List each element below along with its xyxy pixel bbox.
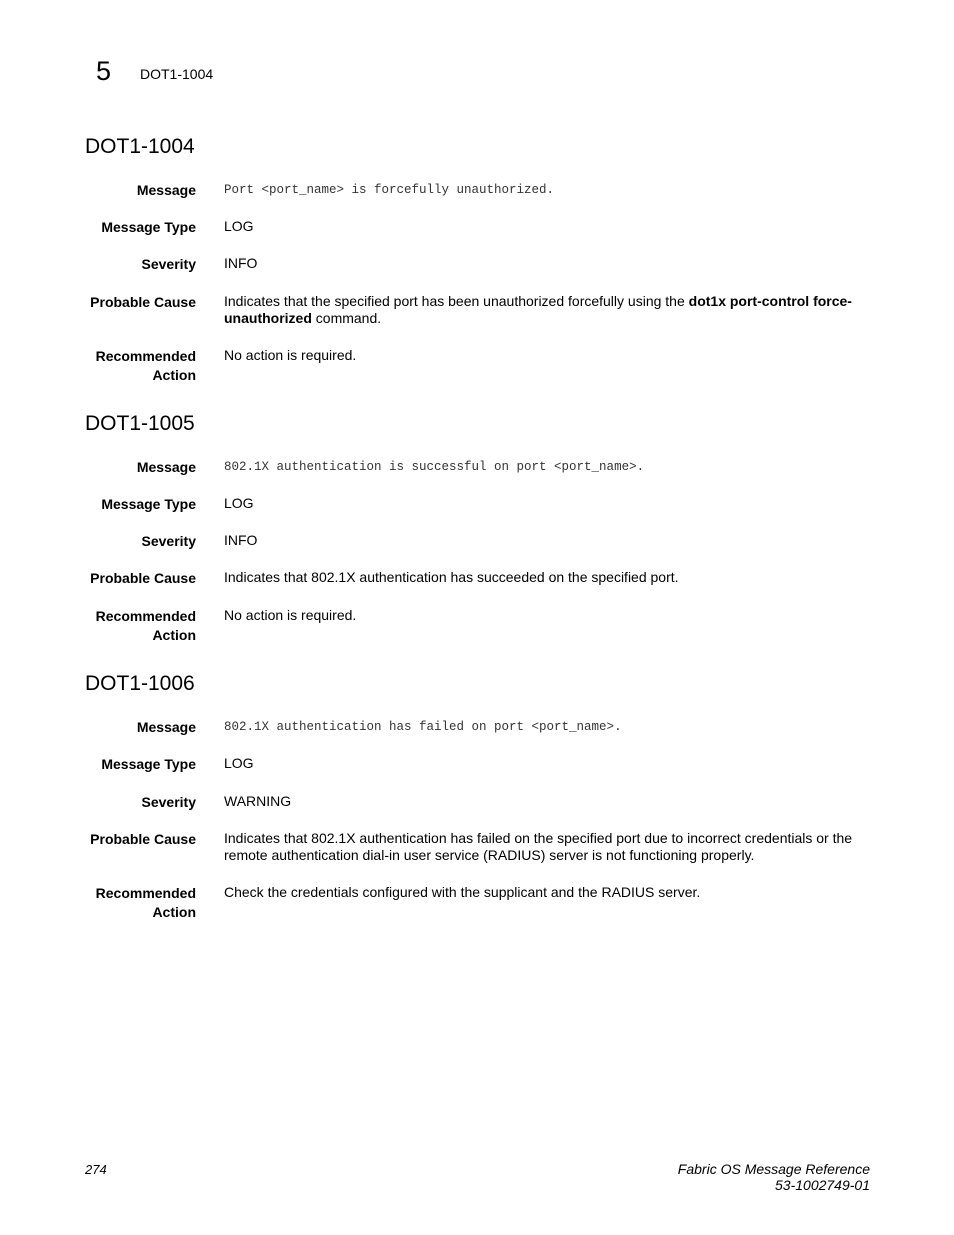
recommended-label-line2: Action xyxy=(152,904,196,920)
section-title: DOT1-1006 xyxy=(85,672,195,695)
probable-cause-text: Indicates that the specified port has been unauthorized forcefully using the xyxy=(224,293,689,309)
recommended-action-label xyxy=(85,347,196,385)
running-title: DOT1-1004 xyxy=(140,66,214,82)
section-title: DOT1-1004 xyxy=(85,135,195,158)
recommended-label-line2: Action xyxy=(152,367,196,383)
message-type-label: Message Type xyxy=(101,219,196,235)
message-label: Message xyxy=(136,182,196,198)
severity-label: Severity xyxy=(141,256,196,272)
section-dot1-1004 xyxy=(85,135,870,383)
chapter-number: 5 xyxy=(96,56,112,86)
message-value: 802.1X authentication has failed on port <port_name>. xyxy=(224,720,622,734)
section-dot1-1005 xyxy=(85,412,870,643)
severity-value: INFO xyxy=(224,255,258,271)
message-type-value: LOG xyxy=(224,495,254,511)
severity-value: INFO xyxy=(224,532,258,548)
probable-cause-label: Probable Cause xyxy=(90,294,196,310)
probable-cause-value: Indicates that 802.1X authentication has failed on the specified port due to incorrect credentials or the remote authentication dial-in user service (RADIUS) server is not functioning properly. xyxy=(224,830,853,863)
recommended-action-value: Check the credentials configured with the supplicant and the RADIUS server. xyxy=(224,884,701,900)
page-number: 274 xyxy=(85,1162,107,1177)
probable-cause-value xyxy=(224,293,864,327)
recommended-label-line1: Recommended xyxy=(95,608,196,624)
message-value: Port <port_name> is forcefully unauthorized. xyxy=(224,183,555,197)
severity-label: Severity xyxy=(141,533,196,549)
probable-cause-value: Indicates that 802.1X authentication has succeeded on the specified port. xyxy=(224,569,679,585)
message-label: Message xyxy=(136,459,196,475)
section-dot1-1006 xyxy=(85,672,870,920)
probable-cause-label: Probable Cause xyxy=(90,831,196,847)
message-label: Message xyxy=(136,719,196,735)
command-name: dot1x port-control force-unauthorized xyxy=(224,293,852,326)
severity-value: WARNING xyxy=(224,793,292,809)
doc-number: 53-1002749-01 xyxy=(775,1177,870,1193)
probable-cause-text-end: command. xyxy=(311,310,382,326)
recommended-label-line2: Action xyxy=(152,627,196,643)
footer-doc-info xyxy=(678,1161,870,1193)
recommended-action-label xyxy=(85,607,196,645)
severity-label: Severity xyxy=(141,794,196,810)
section-title: DOT1-1005 xyxy=(85,412,195,435)
message-type-label: Message Type xyxy=(101,496,196,512)
message-value: 802.1X authentication is successful on port <port_name>. xyxy=(224,460,645,474)
recommended-action-value: No action is required. xyxy=(224,607,357,623)
recommended-action-label xyxy=(85,884,196,922)
probable-cause-label: Probable Cause xyxy=(90,570,196,586)
recommended-label-line1: Recommended xyxy=(95,348,196,364)
message-type-value: LOG xyxy=(224,218,254,234)
recommended-action-value: No action is required. xyxy=(224,347,357,363)
doc-title: Fabric OS Message Reference xyxy=(677,1161,870,1177)
message-type-value: LOG xyxy=(224,755,254,771)
message-type-label: Message Type xyxy=(101,756,196,772)
recommended-label-line1: Recommended xyxy=(95,885,196,901)
